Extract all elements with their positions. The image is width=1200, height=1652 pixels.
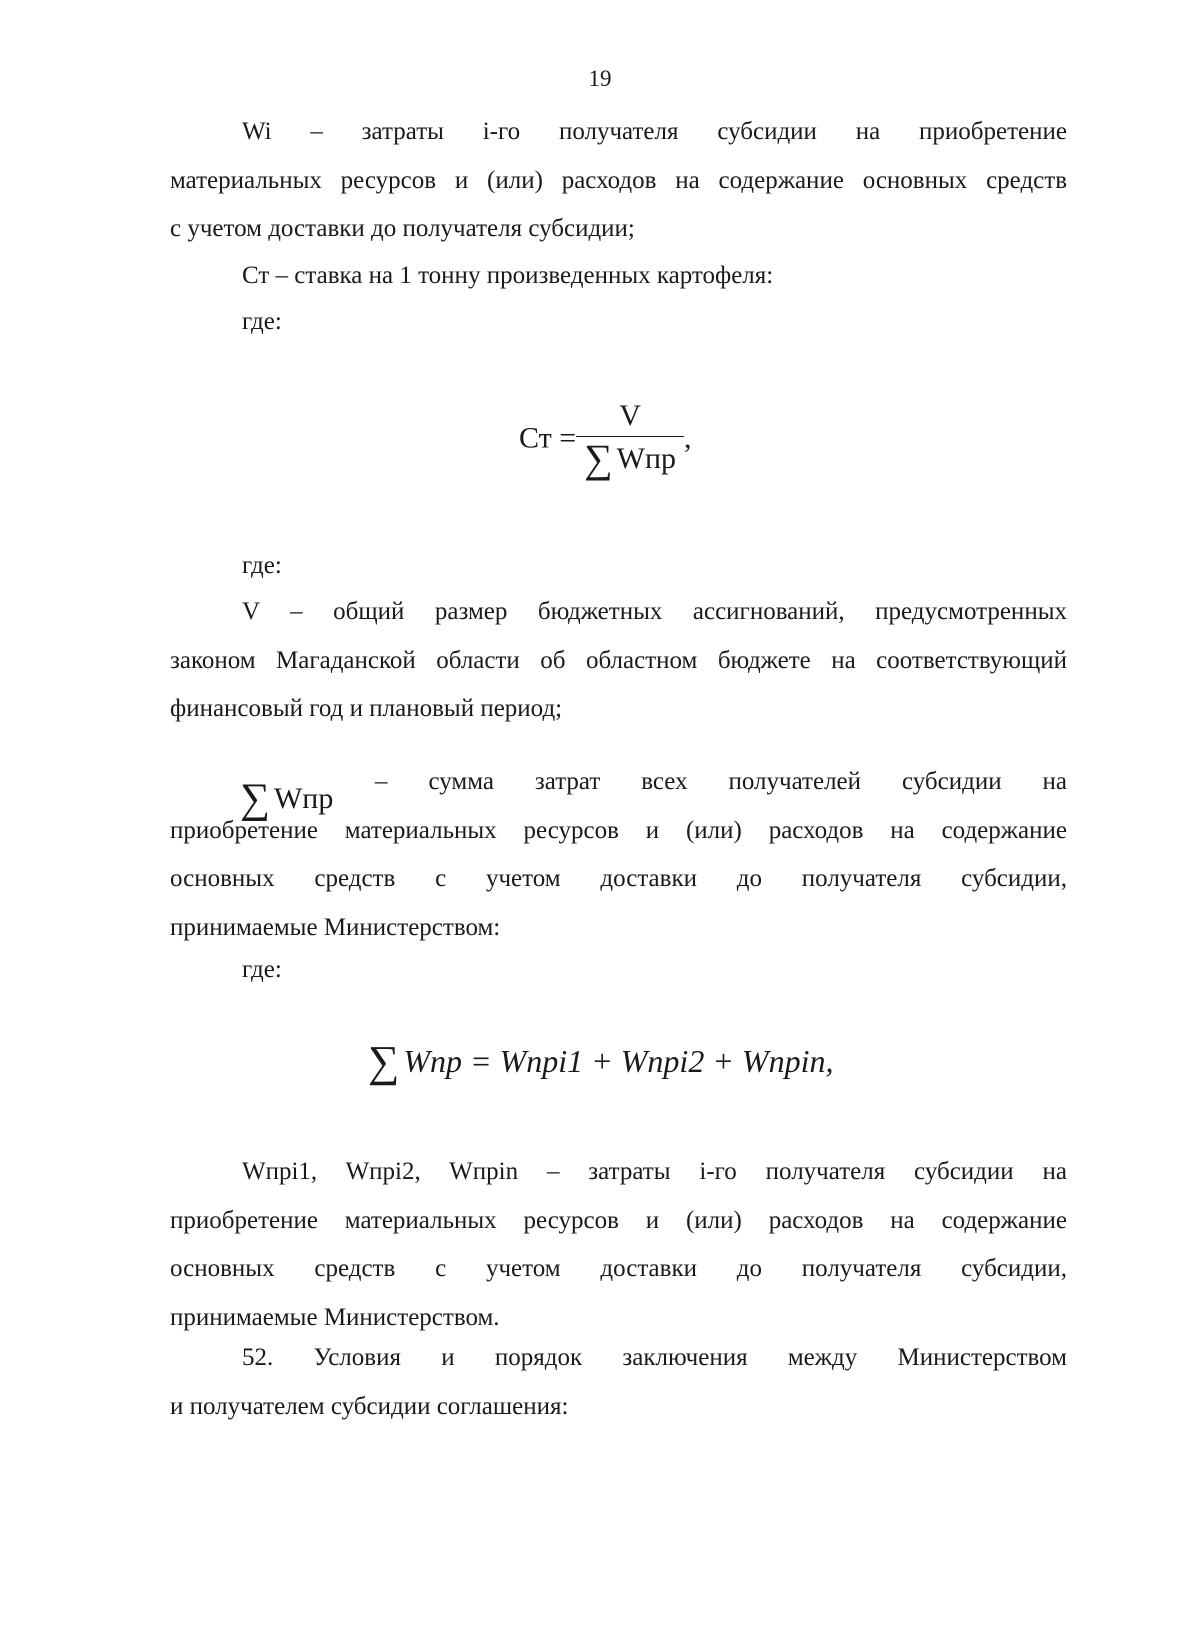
sigma-icon: ∑ bbox=[368, 1037, 400, 1086]
formula-numerator: V bbox=[619, 399, 641, 432]
text-line: где: bbox=[242, 552, 282, 579]
text-line: приобретение материальных ресурсов и (или) расходов на содержание bbox=[170, 1206, 1067, 1234]
text-line: 52. Условия и порядок заключения между Министерством bbox=[242, 1344, 1067, 1371]
text-line: с учетом доставки до получателя субсидии; bbox=[170, 215, 635, 242]
formula-denominator bbox=[576, 437, 684, 481]
where-label bbox=[170, 946, 1067, 995]
formula-denominator-term: Wпр bbox=[616, 442, 677, 475]
where-label bbox=[170, 298, 1067, 347]
text-line: принимаемые Министерством: bbox=[170, 913, 501, 941]
text-line: Wпрi1, Wпрi2, Wпрin – затраты i-го получателя субсидии на bbox=[242, 1158, 1067, 1185]
paragraph-wi-definition bbox=[170, 108, 1067, 254]
text-line: материальных ресурсов и (или) расходов на содержание основных средств bbox=[170, 166, 1067, 194]
sigma-icon: ∑ bbox=[240, 776, 270, 822]
page-number: 19 bbox=[588, 66, 612, 91]
rate-formula bbox=[519, 396, 692, 481]
text-line: где: bbox=[242, 308, 282, 335]
text-line: основных средств с учетом доставки до получателя субсидии, bbox=[170, 1255, 1067, 1282]
text-line: – сумма затрат всех получателей субсидии на bbox=[375, 768, 1067, 795]
text-line: где: bbox=[242, 956, 282, 983]
sum-formula bbox=[368, 1037, 834, 1086]
text-line: финансовый год и плановый период; bbox=[170, 695, 563, 722]
text-line: Wi – затраты i-го получателя субсидии на приобретение bbox=[242, 118, 1067, 145]
paragraph-wpri-definition bbox=[170, 1148, 1067, 1342]
paragraph-v-definition bbox=[170, 588, 1067, 734]
where-label bbox=[170, 542, 1067, 591]
formula-lhs: Ст = bbox=[519, 421, 577, 455]
sum-term-label: Wпр bbox=[273, 782, 334, 815]
paragraph-item-52 bbox=[170, 1334, 1067, 1431]
paragraph-sum-definition bbox=[170, 758, 1067, 952]
text-line: Ст – ставка на 1 тонну произведенных картофеля: bbox=[242, 262, 774, 289]
text-line: и получателем субсидии соглашения: bbox=[170, 1392, 569, 1420]
formula-fraction bbox=[576, 396, 684, 481]
text-line: принимаемые Министерством. bbox=[170, 1303, 500, 1331]
formula-trail: , bbox=[684, 421, 692, 455]
sigma-icon: ∑ bbox=[584, 436, 613, 481]
text-line: основных средств с учетом доставки до получателя субсидии, bbox=[170, 865, 1067, 892]
paragraph-rate-definition bbox=[170, 252, 1067, 301]
sum-formula-expression: Wпр = Wпрi1 + Wпрi2 + Wпрin, bbox=[403, 1043, 834, 1079]
text-line: приобретение материальных ресурсов и (или) расходов на содержание bbox=[170, 816, 1067, 844]
text-line: законом Магаданской области об областном бюджете на соответствующий bbox=[170, 646, 1067, 674]
text-line: V – общий размер бюджетных ассигнований, предусмотренных bbox=[242, 598, 1067, 625]
